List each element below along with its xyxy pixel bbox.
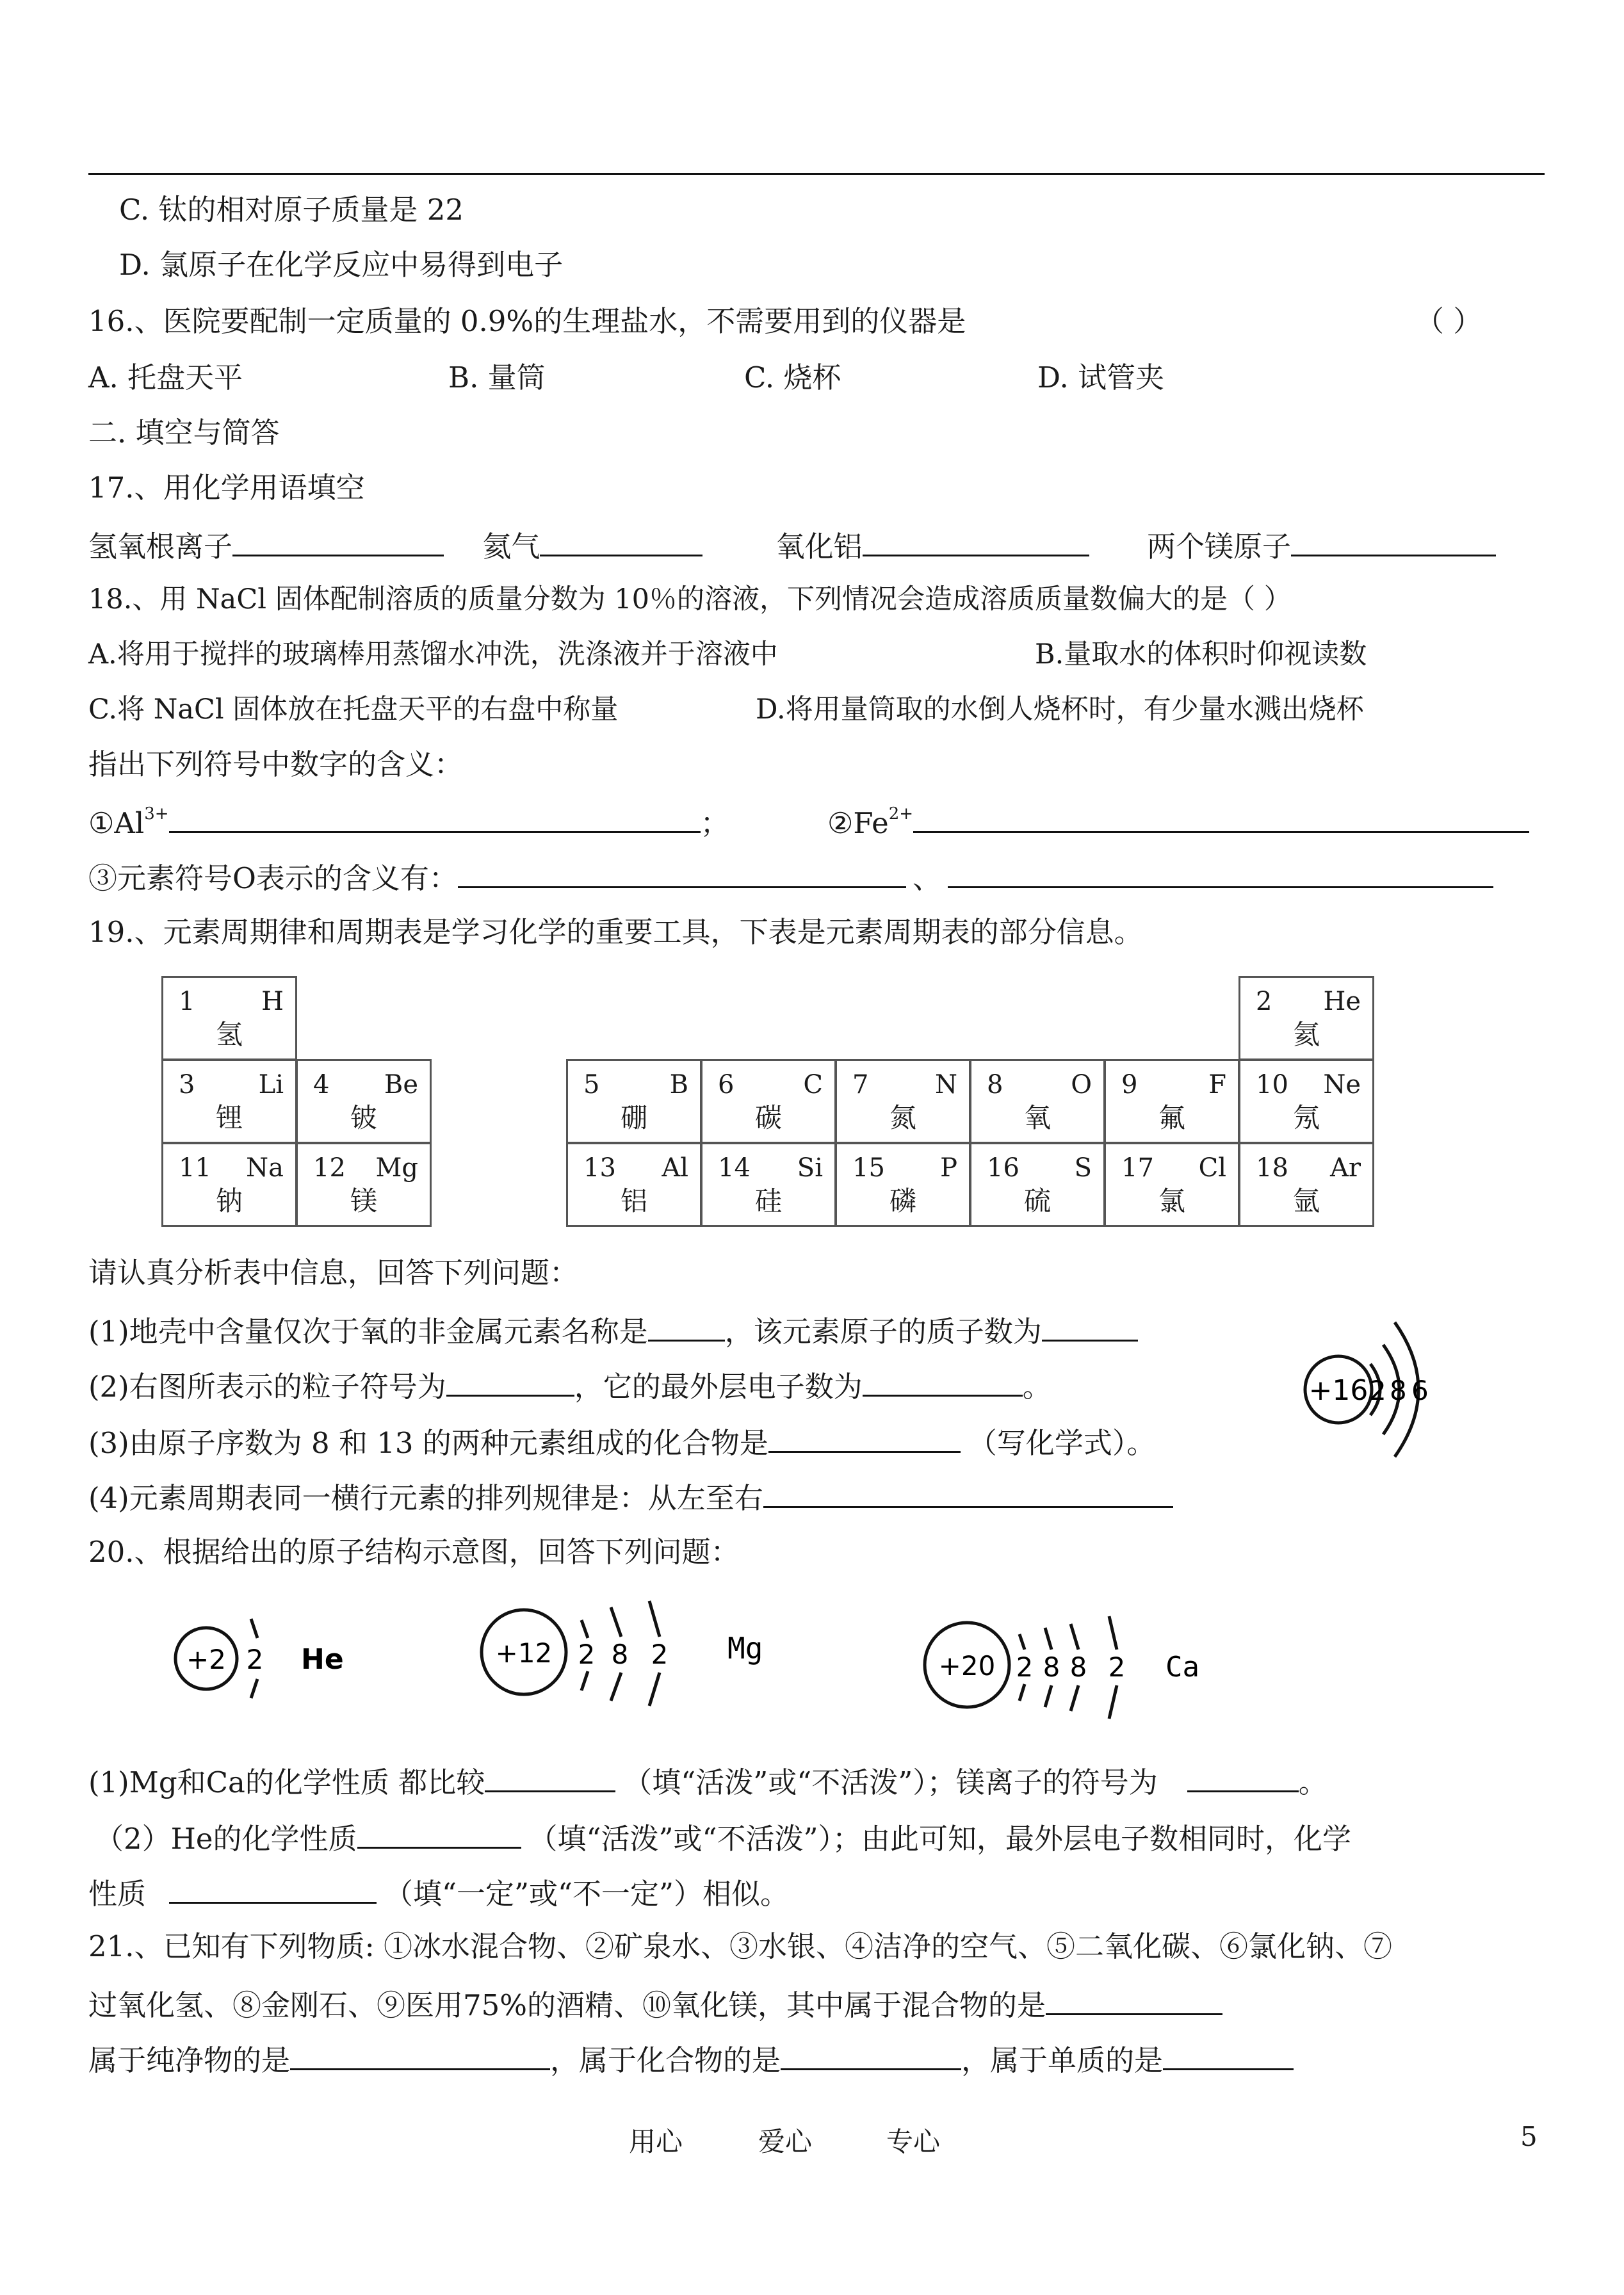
shell-electron-count: 8 [1390, 1375, 1407, 1406]
q21-pure-label: 属于纯净物的是 [88, 2043, 291, 2077]
element-symbol: P [940, 1153, 957, 1183]
element-symbol: Li [258, 1070, 284, 1099]
q16-option-c: C. 烧杯 [744, 361, 841, 394]
element-cell [970, 1142, 1105, 1227]
shell-electron-count: 6 [1411, 1375, 1429, 1406]
element-symbol: O [1071, 1070, 1092, 1099]
q18-o-blank-1[interactable] [458, 858, 906, 888]
q19-stem: 19.、元素周期律和周期表是学习化学的重要工具，下表是元素周期表的部分信息。 [88, 915, 1143, 949]
q21-compound-label: ，属于化合物的是 [550, 2043, 781, 2077]
q20-part-2 [95, 1819, 1351, 1857]
element-symbol: Ne [1323, 1070, 1361, 1099]
element-number: 2 [1256, 987, 1272, 1016]
q21-compound-blank[interactable] [781, 2040, 961, 2070]
nucleus-charge: +2 [186, 1644, 226, 1675]
q19-p3-text-b: （写化学式）。 [968, 1426, 1156, 1460]
element-symbol: B [669, 1070, 688, 1099]
element-cell [1104, 1059, 1240, 1144]
q21-element-label: ，属于单质的是 [961, 2043, 1164, 2077]
element-number: 15 [852, 1153, 885, 1183]
q19-p2-text-b: ，它的最外层电子数为 [574, 1370, 863, 1404]
element-number: 13 [583, 1153, 616, 1183]
nucleus-charge: +20 [938, 1650, 996, 1682]
element-name: 铍 [350, 1102, 377, 1133]
q21-line-2-text: 过氧化氢、⑧金刚石、⑨医用75%的酒精、⑩氧化镁，其中属于混合物的是 [88, 1988, 1046, 2022]
q18-o-meaning-label: ③元素符号O表示的含义有： [88, 861, 458, 895]
q21-line-3 [88, 2040, 1294, 2079]
element-number: 12 [313, 1153, 346, 1183]
q17-item-helium: 氦气 [482, 530, 540, 564]
element-cell [566, 1142, 702, 1227]
q17-item-hydroxide: 氢氧根离子 [88, 530, 233, 564]
shell-electron-count: 2 [1016, 1651, 1034, 1683]
q17-item-alumina: 氧化铝 [775, 530, 863, 564]
q17-stem: 17.、用化学用语填空 [88, 471, 365, 505]
q19-part-1 [88, 1311, 1138, 1350]
q16-stem: 16.、医院要配制一定质量的 0.9%的生理盐水，不需要用到的仪器是 [88, 304, 966, 338]
q21-mixture-blank[interactable] [1046, 1985, 1222, 2015]
q19-part-3 [88, 1423, 1155, 1461]
element-name: 氩 [1292, 1185, 1320, 1217]
element-symbol: Mg [727, 1631, 763, 1666]
element-symbol: He [301, 1643, 344, 1676]
element-symbol: Na [246, 1153, 284, 1183]
element-number: 5 [583, 1070, 600, 1099]
q19-p1-blank-1[interactable] [648, 1311, 725, 1342]
q19-p3-text-a: (3)由原子序数为 8 和 13 的两种元素组成的化合物是 [88, 1426, 768, 1460]
q20-p2-text-a: （2）He的化学性质 [95, 1822, 357, 1856]
nucleus-charge: +12 [495, 1637, 553, 1669]
q20-p2-text-c: 性质 [88, 1877, 147, 1911]
element-symbol: F [1208, 1070, 1226, 1099]
q18-option-c: C.将 NaCl 固体放在托盘天平的右盘中称量 [88, 693, 619, 726]
q19-p1-blank-2[interactable] [1042, 1311, 1138, 1342]
element-cell [161, 976, 297, 1060]
element-name: 磷 [889, 1185, 916, 1217]
element-name: 氯 [1158, 1185, 1185, 1217]
element-cell [970, 1059, 1105, 1144]
element-cell [1238, 1142, 1374, 1227]
helium-atom-diagram [166, 1601, 410, 1716]
element-symbol: Be [384, 1070, 418, 1099]
element-number: 14 [718, 1153, 751, 1183]
q15-option-d: D. 氯原子在化学反应中易得到电子 [119, 248, 564, 282]
section-2-title: 二. 填空与简答 [88, 416, 280, 450]
q17-items-row [88, 526, 1496, 565]
q20-p2-text-b: （填“活泼”或“不活泼”）；由此可知，最外层电子数相同时，化学 [528, 1822, 1352, 1856]
element-name: 锂 [215, 1102, 243, 1133]
element-number: 4 [313, 1070, 330, 1099]
q15-option-c: C. 钛的相对原子质量是 22 [119, 193, 464, 227]
q16-option-a: A. 托盘天平 [88, 361, 243, 394]
element-cell [296, 1059, 432, 1144]
element-symbol: S [1074, 1153, 1092, 1183]
q19-p4-blank[interactable] [763, 1478, 1173, 1508]
q20-p1-blank-1[interactable] [485, 1762, 615, 1792]
q17-blank-2[interactable] [540, 526, 702, 556]
q21-element-blank[interactable] [1163, 2040, 1294, 2070]
element-name: 硅 [754, 1185, 782, 1217]
element-symbol: H [261, 987, 284, 1016]
q21-line-1: 21.、已知有下列物质: ①冰水混合物、②矿泉水、③水银、④洁净的空气、⑤二氧化碳、⑥氯化钠、⑦ [88, 1929, 1393, 1963]
q17-blank-4[interactable] [1291, 526, 1496, 556]
q19-part-4 [88, 1478, 1173, 1516]
q19-part-2 [88, 1366, 1052, 1405]
shell-electron-count: 8 [1043, 1651, 1060, 1683]
element-number: 9 [1121, 1070, 1138, 1099]
nucleus-charge: +16 [1308, 1374, 1368, 1407]
q18-fe-blank[interactable] [913, 803, 1529, 833]
q18-option-a: A.将用于搅拌的玻璃棒用蒸馏水冲洗，洗涤液并于溶液中 [88, 638, 778, 670]
element-cell [835, 1059, 971, 1144]
shell-electron-count: 2 [651, 1639, 669, 1670]
element-symbol: Cl [1198, 1153, 1226, 1183]
element-cell [566, 1059, 702, 1144]
q19-p2-text-a: (2)右图所表示的粒子符号为 [88, 1370, 446, 1404]
element-number: 6 [718, 1070, 735, 1099]
q17-blank-3[interactable] [863, 526, 1089, 556]
q19-p1-text-b: ，该元素原子的质子数为 [724, 1315, 1042, 1349]
q18-al-symbol: ①Al [88, 806, 145, 840]
element-number: 18 [1256, 1153, 1288, 1183]
element-symbol: C [803, 1070, 823, 1099]
q19-p2-blank-2[interactable] [863, 1366, 1023, 1397]
q20-p2-blank-2[interactable] [169, 1874, 377, 1904]
footer-motto-2: 爱心 [758, 2126, 813, 2157]
q19-p1-text-a: (1)地壳中含量仅次于氧的非金属元素名称是 [88, 1315, 648, 1349]
q18-o-separator: 、 [912, 861, 941, 895]
q20-stem: 20.、根据给出的原子结构示意图，回答下列问题： [88, 1535, 740, 1569]
calcium-atom-diagram [917, 1601, 1250, 1729]
shell-electron-count: 8 [1069, 1651, 1087, 1683]
page-number: 5 [1520, 2121, 1538, 2152]
q18-symbol-fe-row [827, 803, 1529, 841]
q18-option-b: B.量取水的体积时仰视读数 [1035, 638, 1367, 670]
element-symbol: Al [662, 1153, 688, 1183]
q20-p2-blank-1[interactable] [357, 1819, 521, 1849]
element-name: 氟 [1158, 1102, 1185, 1133]
footer-motto-3: 专心 [886, 2126, 941, 2157]
element-name: 硫 [1023, 1185, 1051, 1217]
q16-answer-paren: （ ） [1415, 304, 1482, 338]
q18-o-meaning-row [88, 858, 1493, 896]
sulfur-ion-structure-diagram [1294, 1300, 1447, 1479]
shell-electron-count: 8 [611, 1639, 629, 1670]
q18-fe-charge: 2+ [888, 804, 914, 823]
element-symbol: Ca [1165, 1651, 1199, 1683]
element-number: 3 [179, 1070, 195, 1099]
q20-p1-text-a: (1)Mg和Ca的化学性质 都比较 [88, 1765, 485, 1799]
magnesium-atom-diagram [474, 1588, 807, 1716]
q18-symbol-al-row [88, 803, 729, 841]
element-number: 1 [179, 987, 195, 1016]
q20-p1-blank-2[interactable] [1187, 1762, 1299, 1792]
q18-stem: 18.、用 NaCl 固体配制溶质的质量分数为 10％的溶液，下列情况会造成溶质质量数偏大的是（ ） [88, 583, 1292, 615]
q18-al-charge: 3+ [144, 804, 169, 823]
q18-fe-symbol: ②Fe [827, 806, 889, 840]
element-cell [701, 1059, 836, 1144]
q19-p3-blank[interactable] [768, 1423, 961, 1453]
element-symbol: Mg [375, 1153, 418, 1183]
element-name: 氦 [1292, 1019, 1320, 1050]
shell-electron-count: 2 [1369, 1375, 1386, 1406]
element-symbol: Si [797, 1153, 823, 1183]
element-name: 铝 [620, 1185, 647, 1217]
element-name: 氢 [215, 1019, 243, 1050]
element-symbol: N [935, 1070, 957, 1099]
element-number: 17 [1121, 1153, 1154, 1183]
q17-item-two-mg: 两个镁原子 [1146, 530, 1291, 564]
q18-o-blank-2[interactable] [948, 858, 1493, 888]
shell-electron-count: 2 [578, 1639, 596, 1670]
element-cell [701, 1142, 836, 1227]
shell-electron-count: 2 [1108, 1651, 1126, 1683]
element-name: 钠 [215, 1185, 243, 1217]
element-name: 硼 [620, 1102, 647, 1133]
q21-line-2 [88, 1985, 1222, 2023]
q19-intro: 请认真分析表中信息，回答下列问题： [88, 1256, 579, 1290]
element-symbol: He [1323, 987, 1361, 1016]
element-name: 氧 [1023, 1102, 1051, 1133]
q20-p1-text-b: （填“活泼”或“不活泼”）；镁离子的符号为 [623, 1765, 1158, 1799]
shell-electron-count: 2 [246, 1644, 264, 1675]
element-cell [161, 1142, 297, 1227]
element-name: 镁 [350, 1185, 377, 1217]
q18-al-end: ； [700, 806, 729, 840]
q19-p4-text: (4)元素周期表同一横行元素的排列规律是：从左至右 [88, 1481, 763, 1515]
q20-p2-text-d: （填“一定”或“不一定”）相似。 [384, 1877, 790, 1911]
footer-motto-1: 用心 [629, 2126, 683, 2157]
element-cell [1238, 1059, 1374, 1144]
element-cell [296, 1142, 432, 1227]
q21-pure-blank[interactable] [290, 2040, 550, 2070]
q19-p2-text-c: 。 [1022, 1370, 1052, 1404]
element-number: 7 [852, 1070, 869, 1099]
q16-option-d: D. 试管夹 [1037, 361, 1165, 394]
q19-p2-blank-1[interactable] [446, 1366, 574, 1397]
element-symbol: Ar [1329, 1153, 1361, 1183]
q20-part-1 [88, 1762, 1328, 1801]
q17-blank-1[interactable] [232, 526, 444, 556]
element-cell [835, 1142, 971, 1227]
q18-al-blank[interactable] [169, 803, 701, 833]
q18-sub-stem: 指出下列符号中数字的含义： [88, 747, 464, 781]
element-name: 氖 [1292, 1102, 1320, 1133]
q20-p1-text-c: 。 [1298, 1765, 1328, 1799]
element-cell [1238, 976, 1374, 1060]
element-number: 8 [987, 1070, 1003, 1099]
element-name: 碳 [754, 1102, 782, 1133]
header-rule [88, 173, 1545, 175]
element-cell [161, 1059, 297, 1144]
q20-part-2-cont [88, 1874, 789, 1912]
element-name: 氮 [889, 1102, 916, 1133]
element-number: 11 [179, 1153, 211, 1183]
element-number: 10 [1256, 1070, 1288, 1099]
q16-option-b: B. 量筒 [448, 361, 546, 394]
element-cell [1104, 1142, 1240, 1227]
q18-option-d: D.将用量筒取的水倒人烧杯时，有少量水溅出烧杯 [756, 693, 1364, 726]
element-number: 16 [987, 1153, 1019, 1183]
